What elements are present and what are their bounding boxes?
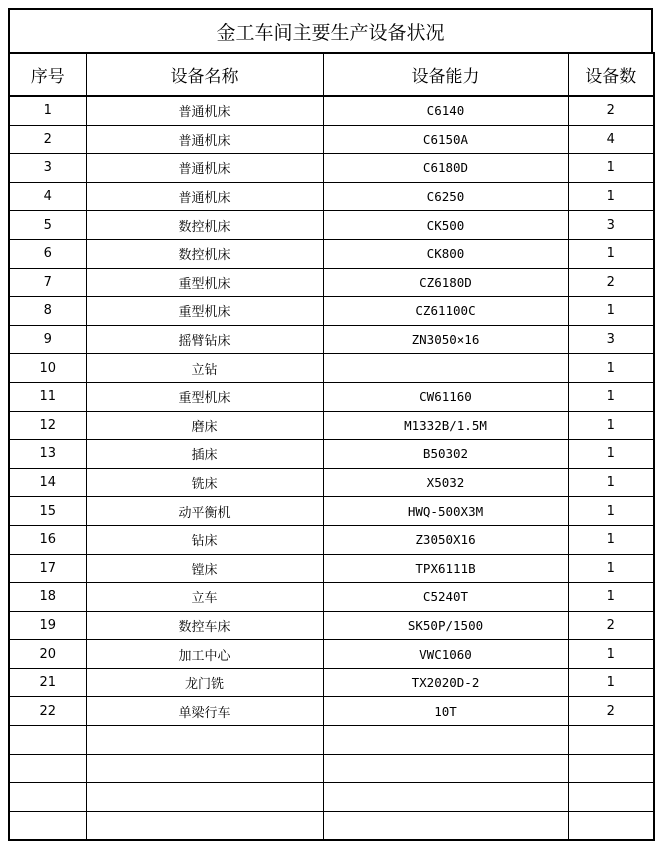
cell-name [86, 783, 323, 812]
header-qty: 设备数 [568, 53, 654, 96]
cell-qty: 1 [568, 382, 654, 411]
cell-no: 5 [9, 211, 86, 240]
cell-no: 1 [9, 96, 86, 125]
table-row [9, 325, 654, 354]
cell-no: 22 [9, 697, 86, 726]
cell-spec: CK800 [323, 239, 568, 268]
cell-no: 11 [9, 382, 86, 411]
table-row [9, 611, 654, 640]
cell-name [86, 726, 323, 755]
cell-spec: ZN3050×16 [323, 325, 568, 354]
cell-name: 普通机床 [86, 96, 323, 125]
cell-spec: CK500 [323, 211, 568, 240]
cell-no: 7 [9, 268, 86, 297]
header-spec: 设备能力 [323, 53, 568, 96]
cell-no: 13 [9, 440, 86, 469]
cell-spec [323, 783, 568, 812]
cell-spec: SK50P/1500 [323, 611, 568, 640]
table-row [9, 297, 654, 326]
cell-spec: X5032 [323, 468, 568, 497]
table-row [9, 96, 654, 125]
cell-name: 数控机床 [86, 211, 323, 240]
cell-spec: CW61160 [323, 382, 568, 411]
cell-qty: 1 [568, 583, 654, 612]
cell-spec: C6150A [323, 125, 568, 154]
cell-qty: 1 [568, 440, 654, 469]
cell-no: 4 [9, 182, 86, 211]
table-row [9, 726, 654, 755]
cell-no [9, 726, 86, 755]
cell-spec [323, 354, 568, 383]
cell-no: 18 [9, 583, 86, 612]
cell-no: 19 [9, 611, 86, 640]
table-row [9, 382, 654, 411]
cell-name: 磨床 [86, 411, 323, 440]
table-row [9, 525, 654, 554]
cell-qty: 1 [568, 554, 654, 583]
table-row [9, 668, 654, 697]
cell-qty: 1 [568, 640, 654, 669]
table-row [9, 354, 654, 383]
cell-name: 钻床 [86, 525, 323, 554]
cell-qty: 2 [568, 268, 654, 297]
cell-spec: CZ61100C [323, 297, 568, 326]
cell-name: 摇臂钻床 [86, 325, 323, 354]
cell-no: 8 [9, 297, 86, 326]
table-body [9, 96, 654, 840]
cell-name: 加工中心 [86, 640, 323, 669]
cell-spec: Z3050X16 [323, 525, 568, 554]
cell-name: 动平衡机 [86, 497, 323, 526]
cell-name: 镗床 [86, 554, 323, 583]
cell-name [86, 811, 323, 840]
cell-qty: 1 [568, 354, 654, 383]
cell-spec: C6250 [323, 182, 568, 211]
cell-spec: B50302 [323, 440, 568, 469]
cell-qty: 3 [568, 325, 654, 354]
cell-no [9, 783, 86, 812]
cell-no: 21 [9, 668, 86, 697]
cell-no: 3 [9, 154, 86, 183]
cell-qty: 2 [568, 697, 654, 726]
cell-spec [323, 811, 568, 840]
table-row [9, 811, 654, 840]
header-row [9, 53, 654, 96]
cell-qty [568, 811, 654, 840]
cell-qty [568, 754, 654, 783]
cell-qty [568, 783, 654, 812]
table-row [9, 583, 654, 612]
cell-spec: HWQ-500X3M [323, 497, 568, 526]
cell-qty: 3 [568, 211, 654, 240]
cell-name: 立车 [86, 583, 323, 612]
table-row [9, 268, 654, 297]
cell-no [9, 754, 86, 783]
cell-no: 14 [9, 468, 86, 497]
cell-spec: M1332B/1.5M [323, 411, 568, 440]
cell-qty: 1 [568, 497, 654, 526]
table-row [9, 440, 654, 469]
cell-spec: CZ6180D [323, 268, 568, 297]
table-row [9, 125, 654, 154]
cell-no: 16 [9, 525, 86, 554]
table-row [9, 497, 654, 526]
cell-spec: TPX6111B [323, 554, 568, 583]
table-row [9, 468, 654, 497]
cell-no: 20 [9, 640, 86, 669]
cell-spec: VWC1060 [323, 640, 568, 669]
sheet-title: 金工车间主要生产设备状况 [8, 8, 653, 52]
cell-qty: 1 [568, 525, 654, 554]
table-row [9, 211, 654, 240]
cell-qty: 1 [568, 154, 654, 183]
cell-name: 重型机床 [86, 268, 323, 297]
cell-name: 立钻 [86, 354, 323, 383]
cell-spec: C6140 [323, 96, 568, 125]
cell-spec [323, 726, 568, 755]
table-row [9, 754, 654, 783]
cell-spec: C5240T [323, 583, 568, 612]
equipment-sheet [8, 8, 653, 841]
cell-no [9, 811, 86, 840]
cell-qty: 1 [568, 668, 654, 697]
table-row [9, 640, 654, 669]
cell-qty: 2 [568, 611, 654, 640]
cell-qty [568, 726, 654, 755]
cell-name: 普通机床 [86, 182, 323, 211]
cell-no: 10 [9, 354, 86, 383]
cell-qty: 1 [568, 297, 654, 326]
cell-spec: 10T [323, 697, 568, 726]
cell-spec: TX2020D-2 [323, 668, 568, 697]
cell-no: 2 [9, 125, 86, 154]
cell-name: 重型机床 [86, 382, 323, 411]
table-row [9, 154, 654, 183]
table-row [9, 697, 654, 726]
cell-no: 15 [9, 497, 86, 526]
cell-name: 数控车床 [86, 611, 323, 640]
cell-name: 重型机床 [86, 297, 323, 326]
table-row [9, 182, 654, 211]
cell-qty: 1 [568, 411, 654, 440]
cell-name: 数控机床 [86, 239, 323, 268]
cell-no: 17 [9, 554, 86, 583]
cell-qty: 4 [568, 125, 654, 154]
table-row [9, 239, 654, 268]
cell-name: 龙门铣 [86, 668, 323, 697]
table-row [9, 411, 654, 440]
header-name: 设备名称 [86, 53, 323, 96]
cell-name [86, 754, 323, 783]
header-no: 序号 [9, 53, 86, 96]
cell-name: 普通机床 [86, 125, 323, 154]
cell-spec [323, 754, 568, 783]
cell-no: 6 [9, 239, 86, 268]
cell-qty: 1 [568, 468, 654, 497]
cell-spec: C6180D [323, 154, 568, 183]
cell-qty: 1 [568, 182, 654, 211]
table-row [9, 554, 654, 583]
cell-qty: 1 [568, 239, 654, 268]
cell-name: 插床 [86, 440, 323, 469]
cell-qty: 2 [568, 96, 654, 125]
cell-name: 普通机床 [86, 154, 323, 183]
cell-no: 12 [9, 411, 86, 440]
equipment-table [8, 52, 655, 841]
table-row [9, 783, 654, 812]
cell-name: 单梁行车 [86, 697, 323, 726]
cell-no: 9 [9, 325, 86, 354]
cell-name: 铣床 [86, 468, 323, 497]
